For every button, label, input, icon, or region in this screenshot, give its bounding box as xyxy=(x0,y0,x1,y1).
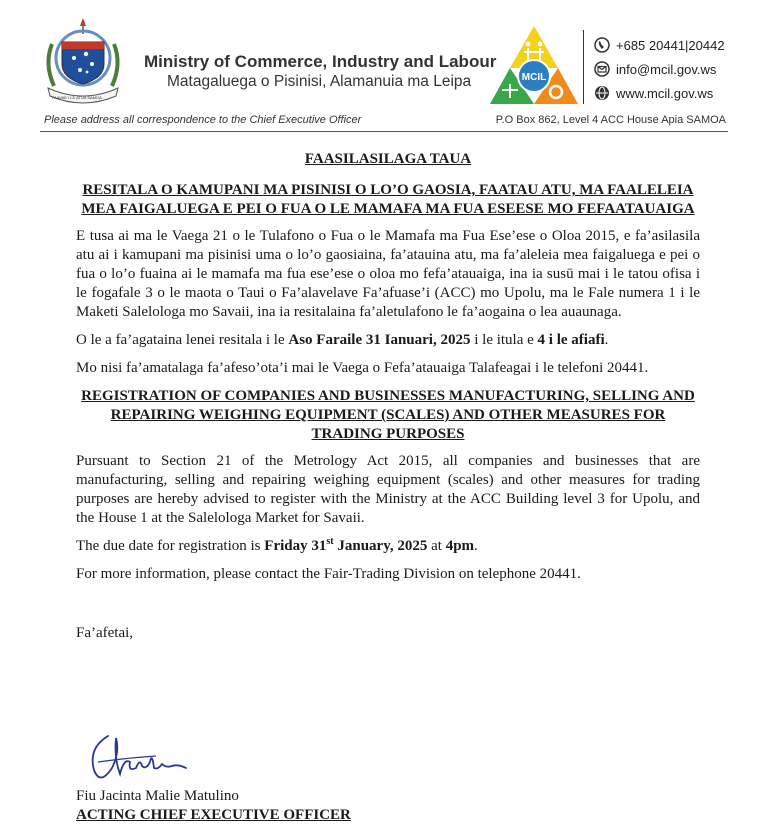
email-icon xyxy=(594,61,610,77)
english-paragraph-3: For more information, please contact the Fair-Trading Division on telephone 20441. xyxy=(76,566,581,582)
contact-email xyxy=(594,61,716,77)
phone-icon xyxy=(594,37,610,53)
logo-text: MCIL xyxy=(521,72,547,83)
header-rule xyxy=(40,131,728,132)
signer-name: Fiu Jacinta Malie Matulino xyxy=(76,788,239,804)
contact-website xyxy=(594,85,713,101)
closing-salutation: Fa’afetai, xyxy=(76,625,134,641)
notice-body xyxy=(76,150,700,652)
email-address[interactable]: info@mcil.gov.ws xyxy=(616,61,717,77)
signer-title: ACTING CHIEF EXECUTIVE OFFICER xyxy=(76,807,351,823)
letterhead xyxy=(0,0,764,126)
phone-number: +685 20441|20442 xyxy=(616,37,725,53)
english-due-date: Friday 31st January, 2025 xyxy=(264,536,428,554)
ministry-name: Ministry of Commerce, Industry and Labour xyxy=(144,52,497,71)
website-link[interactable]: www.mcil.gov.ws xyxy=(616,85,714,101)
samoan-due-time: 4 i le afiafi xyxy=(537,332,605,348)
english-heading: REGISTRATION OF COMPANIES AND BUSINESSES MANUFACTURING, SELLING AND REPAIRING WEIGHING EQUIPMENT (SCALES) AND OTHER MEASURES FOR TRADING PURPOSES xyxy=(81,388,695,442)
contact-phone xyxy=(594,37,725,53)
ministry-name-samoan: Matagaluega o Pisinisi, Alamanuia ma Leipa xyxy=(167,73,472,90)
samoan-paragraph-3: Mo nisi fa’amatalaga fa’afeso’ota’i mai le Vaega o Fefa’atauaiga Talafeagai i le telefoni 20441. xyxy=(76,360,649,376)
samoan-paragraph-1: E tusa ai ma le Vaega 21 o le Tulafono o Fua o le Mamafa ma Fua Ese’ese o Oloa 2015, e fa’asilasila atu ai i kamupani ma pisinisi uma o lo’o gaosiaina, fa’atauina atu, ma fa’aleleia mea faigaluega e pei o fua o lo’o fuaina ai le mamafa ma fua ese’ese o oloa mo fefa’atauaiga, ina ia susū mai i le tatou ofisa i le fogafale 3 o le maota o Taui o Fa’alavelave Fa’afuase’i (ACC) mo Upolu, ma le Fale numera 1 i le Maketi Salelologa mo Savaii, ina ia resitalaina fa’aletulafono le fa’aogaina o lea auaunaga. xyxy=(76,228,700,320)
samoan-paragraph-2: O le a fa’agataina lenei resitala i le Aso Faraile 31 Ianuari, 2025 i le itula e 4 i le afiafi. xyxy=(76,332,609,348)
samoa-coat-of-arms-icon xyxy=(40,14,126,106)
samoan-heading: RESITALA O KAMUPANI MA PISINISI O LO’O GAOSIA, FAATAU ATU, MA FAALELEIA MEA FAIGALUEGA E PEI O FUA O LE MAMAFA MA FUA ESEESE MO FEFAATAUAIGA xyxy=(81,182,695,217)
header-divider xyxy=(583,30,584,104)
notice-title: FAASILASILAGA TAUA xyxy=(304,151,472,167)
mcil-logo-icon xyxy=(488,24,580,106)
english-paragraph-1: Pursuant to Section 21 of the Metrology Act 2015, all companies and businesses that are manufacturing, selling and repairing weighing equipment (scales) and other measures for trading purposes are hereby advised to register with the Ministry at the ACC Building level 3 for Upolu, and the House 1 at the Salelologa Market for Savaii. xyxy=(76,453,700,526)
crest-motto: FAAVAE I LE ATUA SAMOA xyxy=(52,95,102,100)
signature-icon xyxy=(86,728,206,788)
samoan-due-date: Aso Faraile 31 Ianuari, 2025 xyxy=(288,332,471,348)
postal-address: P.O Box 862, Level 4 ACC House Apia SAMOA xyxy=(495,114,726,126)
english-paragraph-2: The due date for registration is Friday 31st January, 2025 at 4pm. xyxy=(76,536,478,554)
globe-icon xyxy=(594,85,610,101)
english-due-time: 4pm xyxy=(445,538,475,554)
correspondence-note: Please address all correspondence to the Chief Executive Officer xyxy=(44,114,362,126)
